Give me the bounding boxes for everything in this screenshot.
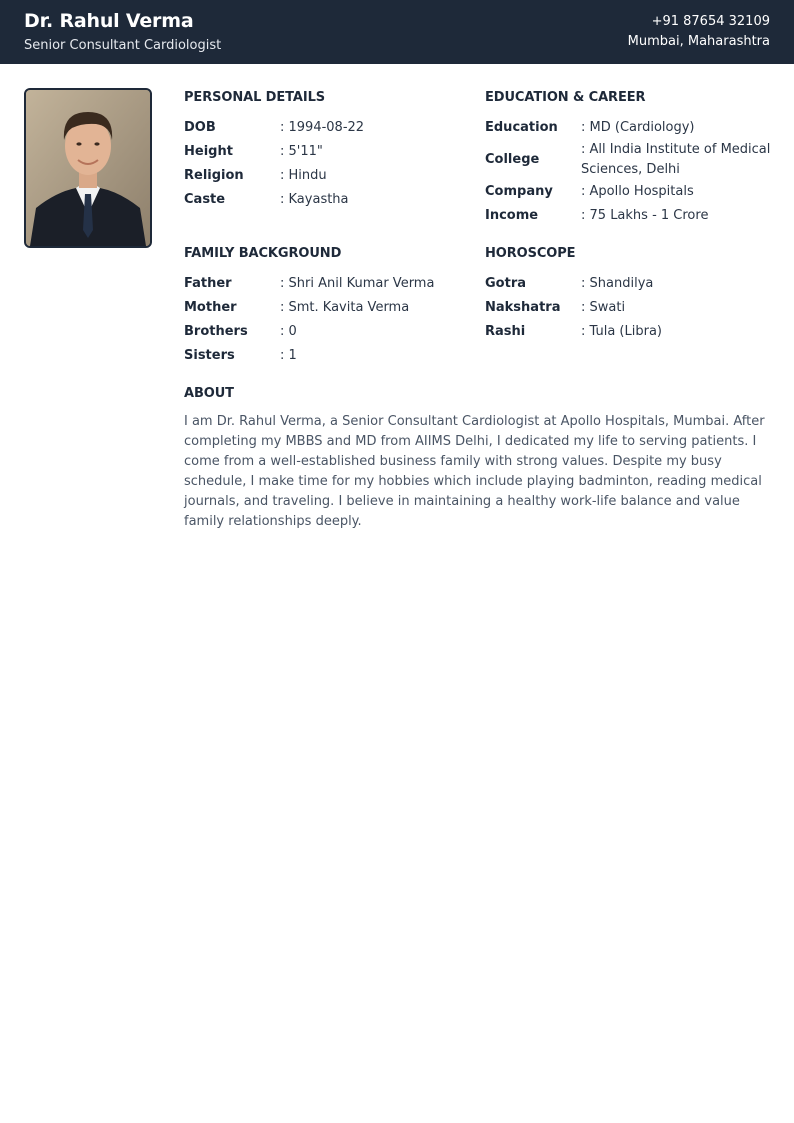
detail-value: : 1994-08-22 — [280, 118, 364, 138]
detail-row-religion — [184, 166, 327, 186]
detail-row-nakshatra — [485, 298, 625, 318]
family-background-heading: FAMILY BACKGROUND — [184, 246, 342, 261]
detail-row-dob — [184, 118, 364, 138]
about-heading: ABOUT — [184, 386, 234, 401]
detail-label: Mother — [184, 300, 237, 315]
detail-row-income — [485, 206, 708, 226]
profile-header — [0, 0, 794, 64]
detail-row-company — [485, 182, 694, 202]
contact-location: Mumbai, Maharashtra — [627, 34, 770, 49]
detail-label: Gotra — [485, 276, 526, 291]
detail-value: : 75 Lakhs - 1 Crore — [581, 206, 708, 226]
detail-value: : Shri Anil Kumar Verma — [280, 274, 434, 294]
detail-row-education — [485, 118, 695, 138]
detail-label: Rashi — [485, 324, 526, 339]
profile-name: Dr. Rahul Verma — [24, 10, 194, 32]
profile-title: Senior Consultant Cardiologist — [24, 38, 222, 53]
detail-value: : All India Institute of Medical Sciences, Delhi — [581, 140, 771, 180]
detail-value: : Shandilya — [581, 274, 653, 294]
detail-label: Caste — [184, 192, 226, 207]
detail-value: : 0 — [280, 322, 297, 342]
education-career-heading: EDUCATION & CAREER — [485, 90, 646, 105]
about-text: I am Dr. Rahul Verma, a Senior Consultant Cardiologist at Apollo Hospitals, Mumbai. After completing my MBBS and MD from AIIMS Delhi, I dedicated my life to serving patients. I come from a well-established business family with strong values. Despite my busy schedule, I make time for my hobbies which include playing badminton, reading medical journals, and traveling. I believe in maintaining a healthy work-life balance and value family relationships deeply. — [184, 414, 765, 529]
detail-label: Height — [184, 144, 233, 159]
contact-phone: +91 87654 32109 — [651, 14, 770, 29]
detail-row-brothers — [184, 322, 297, 342]
detail-label: College — [485, 152, 540, 167]
detail-value: : Hindu — [280, 166, 327, 186]
detail-label: Income — [485, 208, 539, 223]
detail-value: : Tula (Libra) — [581, 322, 662, 342]
detail-value: : MD (Cardiology) — [581, 118, 695, 138]
detail-row-caste — [184, 190, 349, 210]
detail-row-mother — [184, 298, 409, 318]
detail-label: Religion — [184, 168, 244, 183]
detail-row-gotra — [485, 274, 653, 294]
personal-details-heading: PERSONAL DETAILS — [184, 90, 326, 105]
detail-value: : 5'11" — [280, 142, 323, 162]
detail-row-height — [184, 142, 323, 162]
detail-label: DOB — [184, 120, 216, 135]
detail-value: : Apollo Hospitals — [581, 182, 694, 202]
detail-row-rashi — [485, 322, 662, 342]
detail-label: Company — [485, 184, 553, 199]
detail-label: Brothers — [184, 324, 248, 339]
detail-value: : 1 — [280, 346, 297, 366]
detail-label: Nakshatra — [485, 300, 561, 315]
detail-value: : Kayastha — [280, 190, 349, 210]
detail-value: : Swati — [581, 298, 625, 318]
profile-photo — [24, 88, 152, 248]
detail-label: Father — [184, 276, 232, 291]
portrait-image — [26, 90, 150, 246]
detail-label: Education — [485, 120, 558, 135]
detail-label: Sisters — [184, 348, 235, 363]
horoscope-heading: HOROSCOPE — [485, 246, 576, 261]
detail-row-father — [184, 274, 434, 294]
detail-row-college — [485, 140, 771, 180]
detail-value: : Smt. Kavita Verma — [280, 298, 409, 318]
detail-row-sisters — [184, 346, 297, 366]
